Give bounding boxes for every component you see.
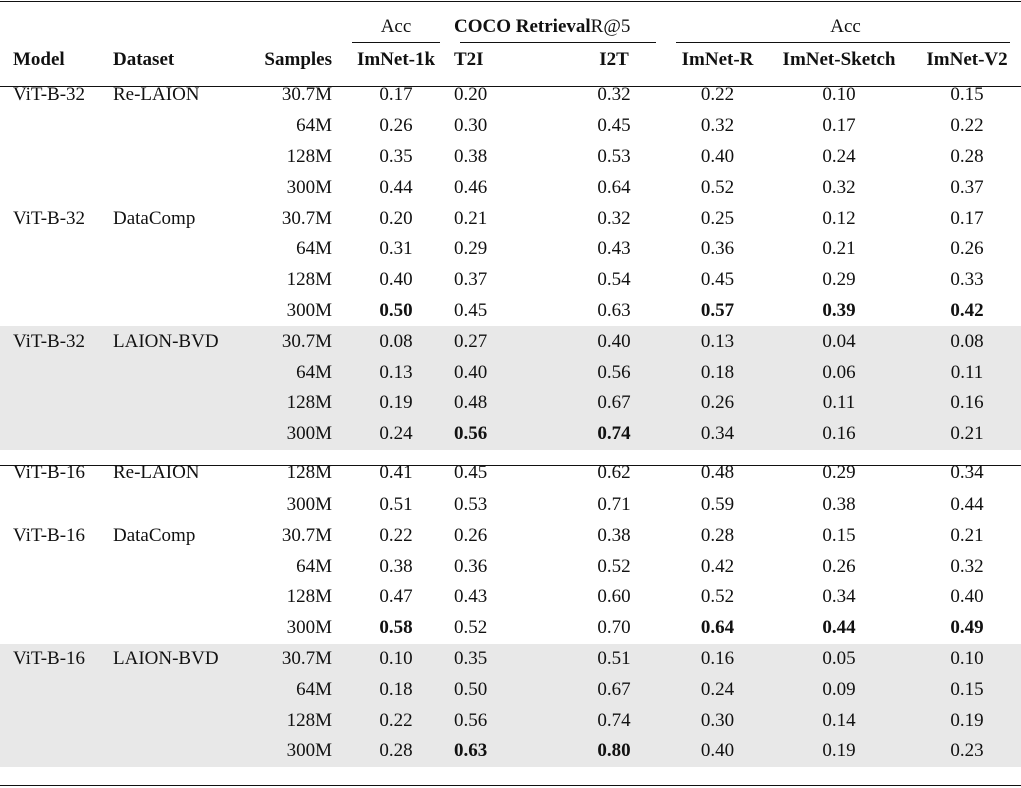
table-row [0,234,1021,265]
cell-imnet-sketch: 0.15 [822,524,856,546]
cell-dataset [100,613,240,644]
col-header-imnet-r: ImNet-R [681,49,754,70]
cell-model [0,674,100,705]
cell-imnet-sketch: 0.26 [822,555,856,577]
cell-imnet-v2: 0.08 [913,326,1021,357]
cell-dataset [100,357,240,388]
cell-model: ViT-B-32 [13,84,86,106]
cell-imnet-1k: 0.35 [379,145,413,167]
cell-t2i: 0.53 [454,493,488,515]
group-header-acc-left: Acc [380,16,412,37]
col-header-i2t: I2T [599,49,629,70]
cell-imnet-1k: 0.41 [379,461,413,483]
cell-imnet-v2: 0.40 [950,586,984,608]
cell-imnet-sketch: 0.04 [765,326,913,357]
cell-i2t: 0.53 [597,145,631,167]
cell-imnet-r: 0.40 [670,736,765,767]
cell-imnet-sketch: 0.32 [822,176,856,198]
cell-samples: 128M [240,705,340,736]
cell-dataset [100,705,240,736]
col-header-imnet-sketch: ImNet-Sketch [782,49,896,70]
cell-imnet-r: 0.26 [670,388,765,419]
cell-model [0,582,100,613]
cell-samples: 30.7M [240,326,340,357]
cell-dataset: DataComp [113,207,196,229]
cell-i2t: 0.51 [558,644,670,675]
cell-i2t: 0.32 [597,84,631,106]
cell-t2i: 0.27 [452,326,558,357]
cell-imnet-r: 0.59 [700,493,735,515]
cell-dataset [100,111,240,142]
cell-t2i: 0.45 [454,299,488,321]
cell-imnet-v2: 0.44 [950,493,984,515]
cell-samples: 64M [296,115,332,137]
cell-samples: 30.7M [281,524,332,546]
cell-dataset [100,490,240,521]
cell-model [0,388,100,419]
cell-samples: 64M [240,674,340,705]
cell-t2i: 0.48 [452,388,558,419]
cell-model [0,142,100,173]
table-row [0,172,1021,203]
cell-imnet-r: 0.18 [670,357,765,388]
cell-i2t: 0.45 [597,115,631,137]
cell-imnet-sketch: 0.05 [765,644,913,675]
cell-model [0,613,100,644]
cell-t2i: 0.56 [452,419,558,450]
cell-i2t: 0.38 [597,524,631,546]
cell-samples: 128M [286,145,332,167]
table-row [0,644,1021,675]
cell-model [0,419,100,450]
table-row [0,736,1021,767]
cell-imnet-r: 0.25 [700,207,735,229]
column-header-row [0,40,1021,80]
table-row [0,203,1021,234]
cmidrule-coco [460,42,656,43]
cell-imnet-v2: 0.21 [913,419,1021,450]
table-row [0,551,1021,582]
cell-i2t: 0.40 [558,326,670,357]
cell-t2i: 0.45 [454,461,488,483]
cell-imnet-r: 0.16 [670,644,765,675]
cell-imnet-1k: 0.31 [379,238,413,260]
cell-imnet-v2: 0.22 [950,115,984,137]
table-body [0,80,1021,767]
cell-imnet-r: 0.48 [700,461,735,483]
cell-samples: 64M [296,238,332,260]
cell-imnet-1k: 0.10 [340,644,452,675]
cell-samples: 300M [286,493,332,515]
cell-imnet-sketch: 0.12 [822,207,856,229]
cell-imnet-1k: 0.19 [340,388,452,419]
cell-t2i: 0.35 [452,644,558,675]
cell-dataset [100,551,240,582]
header-rule [0,86,1021,87]
cell-imnet-1k: 0.24 [340,419,452,450]
cell-imnet-sketch: 0.06 [765,357,913,388]
cell-i2t: 0.74 [558,419,670,450]
cell-imnet-r: 0.64 [700,617,735,639]
cell-samples: 300M [286,299,332,321]
group-header-row [0,0,1021,40]
cell-t2i: 0.63 [452,736,558,767]
cell-imnet-r: 0.52 [700,176,735,198]
cell-imnet-1k: 0.26 [379,115,413,137]
cell-imnet-sketch: 0.39 [822,299,856,321]
cell-imnet-sketch: 0.44 [822,617,856,639]
cell-model: ViT-B-32 [0,326,100,357]
bottom-rule [0,785,1021,786]
cell-samples: 128M [286,269,332,291]
cell-t2i: 0.20 [454,84,488,106]
group-header-acc-right: Acc [830,16,861,37]
cell-i2t: 0.43 [597,238,631,260]
cell-imnet-v2: 0.15 [950,84,984,106]
cell-imnet-sketch: 0.34 [822,586,856,608]
cell-imnet-r: 0.42 [700,555,735,577]
table-row [0,705,1021,736]
table-row [0,450,1021,490]
cell-model [0,736,100,767]
cell-t2i: 0.29 [454,238,488,260]
cell-model [0,490,100,521]
cell-i2t: 0.54 [597,269,631,291]
cell-imnet-1k: 0.28 [340,736,452,767]
cell-dataset: LAION-BVD [100,644,240,675]
col-header-samples: Samples [264,49,332,70]
cell-model: ViT-B-32 [13,207,86,229]
cell-i2t: 0.52 [597,555,631,577]
cell-samples: 128M [240,388,340,419]
cell-dataset [100,736,240,767]
cell-model [0,265,100,296]
top-rule [0,1,1021,2]
cell-imnet-v2: 0.19 [913,705,1021,736]
cell-imnet-r: 0.52 [700,586,735,608]
cell-imnet-1k: 0.08 [340,326,452,357]
cell-imnet-r: 0.28 [700,524,735,546]
cell-model [0,234,100,265]
cell-dataset: Re-LAION [113,461,200,483]
cell-i2t: 0.74 [558,705,670,736]
cell-i2t: 0.67 [558,674,670,705]
table-row [0,613,1021,644]
cell-t2i: 0.30 [454,115,488,137]
table-row [0,388,1021,419]
table-row [0,582,1021,613]
cell-samples: 128M [286,586,332,608]
cell-dataset [100,419,240,450]
col-header-imnet-v2: ImNet-V2 [926,49,1008,70]
cell-imnet-v2: 0.26 [950,238,984,260]
cell-t2i: 0.37 [454,269,488,291]
cell-imnet-v2: 0.28 [950,145,984,167]
cell-dataset [100,388,240,419]
section-rule [0,465,1021,466]
cell-imnet-1k: 0.20 [379,207,413,229]
cell-dataset: Re-LAION [113,84,200,106]
cell-dataset [100,234,240,265]
table-row [0,265,1021,296]
cell-dataset [100,674,240,705]
cell-imnet-r: 0.30 [670,705,765,736]
cell-i2t: 0.80 [558,736,670,767]
cell-imnet-r: 0.22 [700,84,735,106]
cell-model: ViT-B-16 [0,644,100,675]
cell-imnet-r: 0.32 [700,115,735,137]
cell-dataset: DataComp [113,524,196,546]
cell-t2i: 0.40 [452,357,558,388]
cell-imnet-1k: 0.17 [379,84,413,106]
cell-samples: 30.7M [240,644,340,675]
cell-imnet-r: 0.24 [670,674,765,705]
table-row [0,296,1021,327]
cell-i2t: 0.63 [597,299,631,321]
cell-i2t: 0.32 [597,207,631,229]
cell-imnet-1k: 0.38 [379,555,413,577]
table-row [0,490,1021,521]
cell-i2t: 0.67 [558,388,670,419]
cell-dataset [100,172,240,203]
cell-dataset [100,265,240,296]
table-row [0,111,1021,142]
cell-imnet-r: 0.36 [700,238,735,260]
cell-imnet-1k: 0.22 [379,524,413,546]
cell-model [0,551,100,582]
cell-model: ViT-B-16 [13,461,86,483]
table-row [0,326,1021,357]
cell-t2i: 0.56 [452,705,558,736]
cell-imnet-1k: 0.51 [379,493,413,515]
cell-dataset: LAION-BVD [100,326,240,357]
cell-dataset [100,582,240,613]
cell-imnet-v2: 0.11 [913,357,1021,388]
cell-imnet-r: 0.57 [700,299,735,321]
cell-imnet-sketch: 0.09 [765,674,913,705]
cell-imnet-sketch: 0.38 [822,493,856,515]
cell-imnet-sketch: 0.21 [822,238,856,260]
cell-samples: 128M [286,461,332,483]
cell-i2t: 0.70 [597,617,631,639]
cell-imnet-sketch: 0.14 [765,705,913,736]
cell-imnet-v2: 0.42 [950,299,984,321]
cell-model [0,705,100,736]
cell-imnet-r: 0.13 [670,326,765,357]
cell-samples: 300M [286,176,332,198]
table-row [0,520,1021,551]
table-row [0,674,1021,705]
cell-i2t: 0.56 [558,357,670,388]
cell-imnet-sketch: 0.29 [822,461,856,483]
cell-imnet-v2: 0.21 [950,524,984,546]
cell-imnet-1k: 0.44 [379,176,413,198]
cell-t2i: 0.38 [454,145,488,167]
col-header-imnet-1k: ImNet-1k [356,49,436,70]
cmidrule-acc-right [676,42,1010,43]
cell-imnet-sketch: 0.16 [765,419,913,450]
table-row [0,142,1021,173]
cell-imnet-1k: 0.58 [379,617,413,639]
cell-samples: 300M [240,419,340,450]
cell-imnet-v2: 0.17 [950,207,984,229]
cell-model: ViT-B-16 [13,524,86,546]
cell-model [0,111,100,142]
table-row [0,80,1021,111]
cell-t2i: 0.43 [454,586,488,608]
cell-imnet-1k: 0.18 [340,674,452,705]
group-header-coco-retrieval: COCO RetrievalR@5 [454,16,631,37]
cell-model [0,357,100,388]
cell-imnet-v2: 0.49 [950,617,984,639]
table-row [0,357,1021,388]
cell-imnet-v2: 0.10 [913,644,1021,675]
table-row [0,419,1021,450]
cell-samples: 30.7M [281,84,332,106]
cell-imnet-v2: 0.34 [950,461,984,483]
cell-t2i: 0.21 [454,207,488,229]
cell-imnet-v2: 0.15 [913,674,1021,705]
cell-samples: 300M [286,617,332,639]
col-header-dataset: Dataset [113,49,175,70]
cell-imnet-r: 0.34 [670,419,765,450]
cell-imnet-sketch: 0.19 [765,736,913,767]
cell-t2i: 0.46 [454,176,488,198]
cell-i2t: 0.71 [597,493,631,515]
cell-samples: 64M [296,555,332,577]
cell-imnet-v2: 0.23 [913,736,1021,767]
cell-i2t: 0.64 [597,176,631,198]
cell-imnet-sketch: 0.29 [822,269,856,291]
cell-imnet-v2: 0.37 [950,176,984,198]
cell-t2i: 0.26 [454,524,488,546]
cell-imnet-sketch: 0.24 [822,145,856,167]
col-header-t2i: T2I [454,49,484,70]
cell-imnet-1k: 0.40 [379,269,413,291]
cell-imnet-sketch: 0.11 [765,388,913,419]
cell-samples: 300M [240,736,340,767]
cell-samples: 30.7M [281,207,332,229]
cell-imnet-v2: 0.16 [913,388,1021,419]
cell-imnet-1k: 0.13 [340,357,452,388]
cell-model [0,172,100,203]
cell-imnet-1k: 0.50 [379,299,413,321]
cell-imnet-v2: 0.33 [950,269,984,291]
cell-t2i: 0.36 [454,555,488,577]
cell-i2t: 0.62 [597,461,631,483]
cell-samples: 64M [240,357,340,388]
cell-dataset [100,142,240,173]
cell-imnet-1k: 0.47 [379,586,413,608]
cell-i2t: 0.60 [597,586,631,608]
cell-imnet-r: 0.40 [700,145,735,167]
cell-imnet-sketch: 0.10 [822,84,856,106]
cell-imnet-v2: 0.32 [950,555,984,577]
cell-t2i: 0.52 [454,617,488,639]
cell-model [0,296,100,327]
cell-imnet-r: 0.45 [700,269,735,291]
col-header-model: Model [13,49,65,70]
cell-imnet-sketch: 0.17 [822,115,856,137]
cmidrule-acc-left [352,42,440,43]
cell-dataset [100,296,240,327]
cell-imnet-1k: 0.22 [340,705,452,736]
cell-t2i: 0.50 [452,674,558,705]
